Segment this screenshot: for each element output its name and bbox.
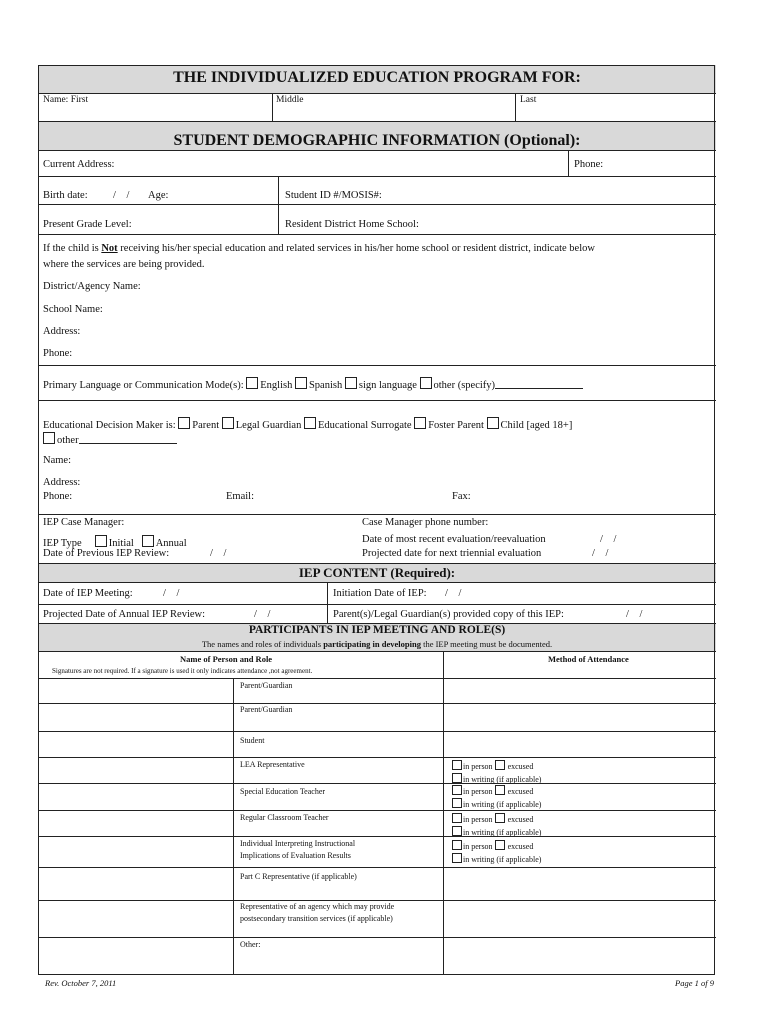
meeting-date-slashes: / / bbox=[163, 588, 180, 599]
participants-heading: PARTICIPANTS IN IEP MEETING AND ROLE(S) bbox=[248, 624, 506, 636]
content-heading: IEP CONTENT (Required): bbox=[298, 565, 456, 580]
district-agency-label: District/Agency Name: bbox=[43, 281, 141, 292]
role-parent-guardian-1: Parent/Guardian bbox=[240, 681, 293, 690]
name-last-label: Last bbox=[520, 95, 537, 105]
triennial-label: Projected date for next triennial evaluation bbox=[362, 548, 542, 559]
edm-phone-label: Phone: bbox=[43, 491, 73, 502]
role-lea-representative: LEA Representative bbox=[240, 760, 305, 769]
demographic-heading: STUDENT DEMOGRAPHIC INFORMATION (Optional): bbox=[173, 132, 581, 149]
current-address-label: Current Address: bbox=[43, 159, 115, 170]
meeting-date-label: Date of IEP Meeting: bbox=[43, 588, 133, 599]
edm-other-row: other bbox=[43, 432, 177, 447]
grade-level-label: Present Grade Level: bbox=[43, 219, 132, 230]
role-student: Student bbox=[240, 736, 265, 745]
case-manager-label: IEP Case Manager: bbox=[43, 517, 125, 528]
annual-review-slashes: / / bbox=[254, 609, 271, 620]
edm-email-label: Email: bbox=[226, 491, 254, 502]
parent-copy-label: Parent(s)/Legal Guardian(s) provided copy of this IEP: bbox=[333, 609, 564, 620]
attendance-lea: in person excused in writing (if applicable) bbox=[452, 760, 541, 786]
edm-fax-label: Fax: bbox=[452, 491, 471, 502]
attendance-interpreter: in person excused in writing (if applicable) bbox=[452, 840, 541, 866]
role-interpreting-line2: Implications of Evaluation Results bbox=[240, 851, 351, 860]
role-interpreting-line1: Individual Interpreting Instructional bbox=[240, 839, 356, 848]
signature-note: Signatures are not required. If a signature is used it only indicates attendance ,not agreement. bbox=[52, 667, 313, 675]
revision-date: Rev. October 7, 2011 bbox=[45, 978, 117, 988]
initiation-date-label: Initiation Date of IEP: bbox=[333, 588, 427, 599]
school-name-label: School Name: bbox=[43, 304, 103, 315]
age-label: Age: bbox=[148, 190, 169, 201]
parent-copy-slashes: / / bbox=[626, 609, 643, 620]
attendance-regular-teacher: in person excused in writing (if applicable) bbox=[452, 813, 541, 839]
annual-review-label: Projected Date of Annual IEP Review: bbox=[43, 609, 206, 620]
col-name-role-header: Name of Person and Role bbox=[180, 654, 273, 664]
iep-type-row: IEP Type Initial Annual bbox=[43, 535, 187, 550]
language-row: Primary Language or Communication Mode(s): English Spanish sign language other (specify) bbox=[43, 377, 583, 392]
case-manager-phone-label: Case Manager phone number: bbox=[362, 517, 489, 528]
phone-label: Phone: bbox=[574, 159, 604, 170]
attendance-special-ed: in person excused in writing (if applicable) bbox=[452, 785, 541, 811]
prev-review-label: Date of Previous IEP Review: bbox=[43, 548, 170, 559]
name-middle-label: Middle bbox=[276, 95, 304, 105]
birth-date-label: Birth date: bbox=[43, 190, 88, 201]
phone-label-2: Phone: bbox=[43, 348, 73, 359]
page-number: Page 1 of 9 bbox=[675, 978, 714, 988]
role-parent-guardian-2: Parent/Guardian bbox=[240, 705, 293, 714]
resident-school-label: Resident District Home School: bbox=[285, 219, 419, 230]
role-agency-line2: postsecondary transition services (if applicable) bbox=[240, 914, 393, 923]
participants-note: The names and roles of individuals participating in developing the IEP meeting must be documented. bbox=[201, 639, 553, 649]
not-receiving-text: If the child is Not receiving his/her special education and related services in his/her home school or resident district, indicate below bbox=[43, 243, 595, 254]
initiation-date-slashes: / / bbox=[445, 588, 462, 599]
address-label: Address: bbox=[43, 326, 81, 337]
edm-name-label: Name: bbox=[43, 455, 71, 466]
not-receiving-text-line2: where the services are being provided. bbox=[43, 259, 205, 270]
birth-date-slashes: / / bbox=[113, 190, 130, 201]
recent-eval-label: Date of most recent evaluation/reevaluation bbox=[362, 534, 546, 545]
recent-eval-slashes: / / bbox=[600, 534, 617, 545]
role-agency-line1: Representative of an agency which may provide bbox=[240, 902, 395, 911]
student-id-label: Student ID #/MOSIS#: bbox=[285, 190, 382, 201]
form-title: THE INDIVIDUALIZED EDUCATION PROGRAM FOR: bbox=[173, 69, 581, 86]
outer-border bbox=[38, 65, 715, 975]
edm-row: Educational Decision Maker is: Parent Legal Guardian Educational Surrogate Foster Parent Child [aged 18+] bbox=[43, 417, 572, 432]
col-method-header: Method of Attendance bbox=[548, 654, 629, 664]
name-first-label: Name: First bbox=[43, 95, 89, 105]
role-special-education-teacher: Special Education Teacher bbox=[240, 787, 326, 796]
role-other: Other: bbox=[240, 940, 261, 949]
edm-address-label: Address: bbox=[43, 477, 81, 488]
triennial-slashes: / / bbox=[592, 548, 609, 559]
prev-review-slashes: / / bbox=[210, 548, 227, 559]
role-regular-classroom-teacher: Regular Classroom Teacher bbox=[240, 813, 329, 822]
role-part-c: Part C Representative (if applicable) bbox=[240, 872, 357, 881]
